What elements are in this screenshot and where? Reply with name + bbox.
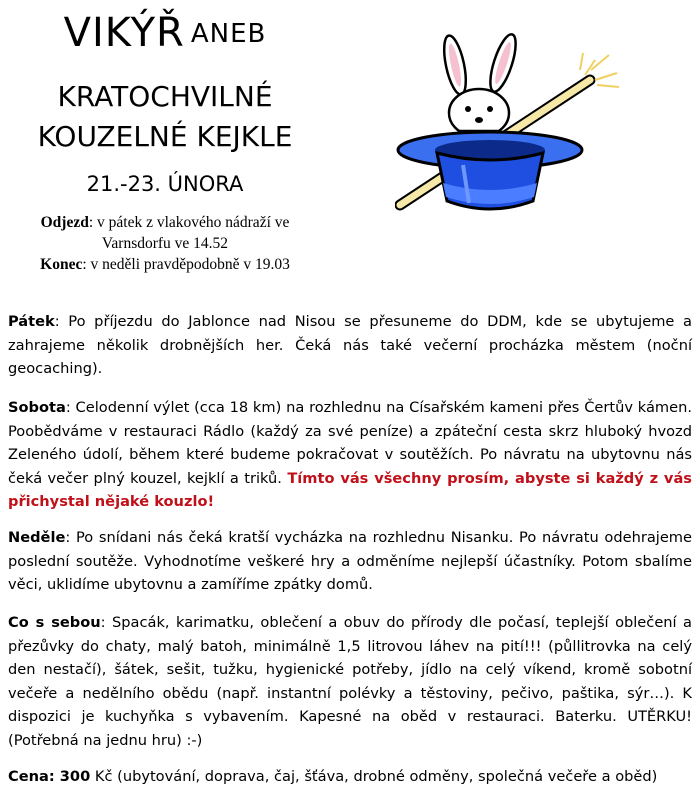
price-amount: : 300 [48,768,91,785]
top-hat-icon [398,132,582,209]
departure-text-1: : v pátek z vlakového nádraží ve [88,214,290,231]
saturday-text: : Celodenní výlet (cca 18 km) na rozhlednu na Císařském kameni přes Čertův kámen. Poobědváme v restauraci Rádlo (každý za své peníze) a zpáteční cesta skrz hluboký hvozd Zeleného údolí, během které budeme pokračovat v soutěžích. Po návratu na ubytovnu nás čeká večer plný kouzel, kejklí a triků. [8,399,692,487]
price-label: Cena [8,768,49,785]
departure-info [0,212,330,275]
departure-label: Odjezd [40,214,89,231]
packing-text: : Spacák, karimatku, oblečení a obuv do přírody dle počasí, teplejší oblečení a přezůvky do chaty, malý batoh, minimálně 1,5 litrovou láhev na pití!!! (půllitrovka na celý den nestačí), šátek, sešit, tužku, hygienické potřeby, jídlo na celý víkend, kromě sobotní večeře a nedělního obědu (např. instantní polévky a těstoviny, pečivo, paštika, sýr…). K dispozici je kuchyňka s vybavením. Kapesné na oběd v restauraci. Baterku. UTĚRKU! (Potřebná na jednu hru) :-) [8,614,692,749]
title-aneb: ANEB [190,19,267,49]
price-text: Kč (ubytování, doprava, čaj, šťáva, drobné odměny, společná večeře a oběd) [90,768,658,785]
end-text: : v neděli pravděpodobně v 19.03 [82,256,290,273]
title-line-2: KRATOCHVILNÉ [57,80,273,113]
friday-paragraph [8,310,692,381]
packing-paragraph [8,611,692,752]
packing-label: Co s sebou [8,614,101,631]
friday-text: : Po příjezdu do Jablonce nad Nisou se přesuneme do DDM, kde se ubytujeme a zahrajeme několik drobnějších her. Čeká nás také večerní procházka městem (noční geocaching). [8,313,692,377]
end-label: Konec [40,256,83,273]
saturday-label: Sobota [8,399,66,416]
event-dates: 21.-23. ÚNORA [86,172,244,196]
sunday-text: : Po snídani nás čeká kratší vycházka na rozhlednu Nisanku. Po návratu odehrajeme poslední soutěže. Vyhodnotíme veškeré hry a odměníme nejlepší účastníky. Potom sbalíme věci, uklidíme ubytovnu a zamíříme zpátky domů. [8,529,692,593]
magic-hat-icon [395,25,635,215]
price-paragraph [8,765,692,789]
title-line-3: KOUZELNÉ KEJKLE [37,120,293,153]
saturday-highlight: Tímto vás všechny prosím, abyste si každý z vás přichystal nějaké kouzlo! [8,469,692,510]
title-vikyr: VIKÝŘ [63,10,185,56]
departure-text-2: Varnsdorfu ve 14.52 [101,235,229,252]
friday-label: Pátek [8,313,55,330]
sunday-paragraph [8,526,692,597]
sunday-label: Neděle [8,529,66,546]
title-line-1 [0,10,330,56]
saturday-paragraph [8,396,692,514]
